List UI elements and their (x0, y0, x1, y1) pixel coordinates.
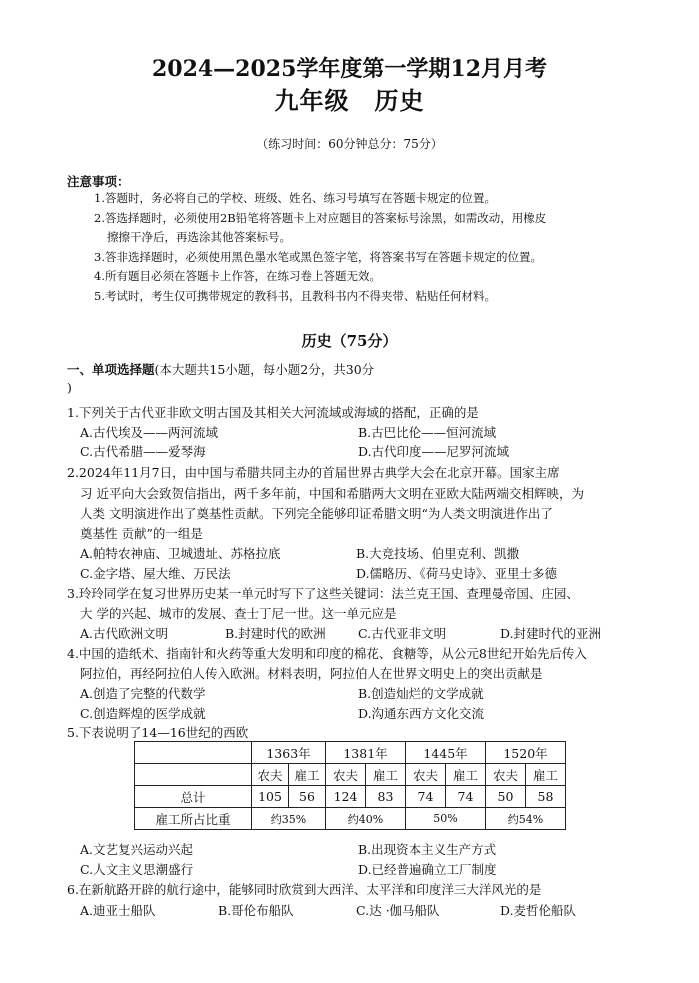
part-label: 一、单项选择题 (67, 362, 155, 377)
question-4-option-a: A.创造了完整的代数学 (80, 686, 206, 701)
table-cell: 56 (289, 786, 326, 808)
table-cell: 74 (406, 786, 446, 808)
table-subheader: 雇工 (446, 764, 486, 786)
notice-item: 3.答非选择题时，必须使用黑色墨水笔或黑色签字笔，将答案书写在答题卡规定的位置。 (94, 250, 542, 264)
question-6-option-b: B.哥伦布船队 (218, 903, 294, 918)
part-description: (本大题共15小题，每小题2分，共30分 (154, 362, 375, 377)
question-6-stem: 6.在新航路开辟的航行途中，能够同时欣赏到大西洋、太平洋和印度洋三大洋风光的是 (67, 882, 542, 897)
question-5-option-a: A.文艺复兴运动兴起 (80, 842, 194, 857)
data-table (134, 741, 566, 830)
question-2-option-a: A.帕特农神庙、卫城遗址、苏格拉底 (80, 546, 281, 561)
exam-info: （练习时间：60分钟总分：75分） (256, 137, 443, 151)
question-3-option-d: D.封建时代的亚洲 (500, 626, 602, 641)
table-header-year: 1445年 (406, 742, 486, 764)
question-2-line: 2.2024年11月7日，由中国与希腊共同主办的首届世界古典学大会在北京开幕。国家主席 (67, 465, 560, 480)
table-cell: 50% (406, 808, 486, 830)
table-subheader: 雇工 (526, 764, 566, 786)
notice-item: 4.所有题目必须在答题卡上作答，在练习卷上答题无效。 (94, 269, 381, 283)
table-row (135, 808, 566, 830)
table-subheader: 雇工 (366, 764, 406, 786)
table-cell: 74 (446, 786, 486, 808)
notice-heading: 注意事项： (67, 174, 130, 189)
question-2-option-c: C.金字塔、屋大维、万民法 (80, 566, 231, 581)
table-row (135, 764, 566, 786)
table-subheader: 农夫 (252, 764, 289, 786)
table-cell-empty (135, 742, 252, 764)
question-4-line: 4.中国的造纸术、指南针和火药等重大发明和印度的棉花、食糖等，从公元8世纪开始先后传入 (67, 646, 587, 661)
question-2-line: 人类 文明演进作出了奠基性贡献。下列完全能够印证希腊文明“为人类文明演进作出了 (80, 506, 553, 521)
table-cell: 约35% (252, 808, 326, 830)
question-4-option-b: B.创造灿烂的文学成就 (358, 686, 484, 701)
question-2-option-d: D.儒略历、《荷马史诗》、亚里士多德 (356, 566, 558, 581)
table-row-label: 雇工所占比重 (135, 808, 252, 830)
table-cell: 83 (366, 786, 406, 808)
part-heading (67, 360, 374, 378)
question-5-option-d: D.已经普遍确立工厂制度 (358, 862, 497, 877)
exam-subject: 九年级 历史 (274, 86, 425, 115)
table-row (135, 742, 566, 764)
question-1-stem: 1.下列关于古代亚非欧文明古国及其相关大河流域或海域的搭配，正确的是 (67, 405, 479, 420)
question-2-line: 奠基性 贡献”的一组是 (80, 526, 203, 541)
table-header-year: 1520年 (486, 742, 566, 764)
question-5-option-b: B.出现资本主义生产方式 (358, 842, 497, 857)
notice-item: 1.答题时，务必将自己的学校、班级、姓名、练习号填写在答题卡规定的位置。 (94, 191, 496, 205)
notice-item: 2.答选择题时，必须使用2B铅笔将答题卡上对应题目的答案标号涂黑，如需改动，用橡皮 (94, 211, 547, 225)
question-1-option-b: B.古巴比伦——恒河流域 (358, 425, 497, 440)
question-6-option-a: A.迪亚士船队 (80, 903, 156, 918)
question-6-option-d: D.麦哲伦船队 (500, 903, 577, 918)
question-1-option-a: A.古代埃及——两河流域 (80, 425, 219, 440)
table-cell: 58 (526, 786, 566, 808)
table-cell-empty (135, 764, 252, 786)
question-3-option-b: B.封建时代的欧洲 (225, 626, 326, 641)
table-row-label: 总计 (135, 786, 252, 808)
table-cell: 105 (252, 786, 289, 808)
notice-item: 5.考试时，考生仅可携带规定的教科书，且教科书内不得夹带、粘贴任何材料。 (94, 289, 496, 303)
question-6-option-c: C.达 ·伽马船队 (356, 903, 440, 918)
section-title: 历史（75分） (301, 332, 398, 350)
question-3-option-c: C.古代亚非文明 (358, 626, 447, 641)
question-4-line: 阿拉伯，再经阿拉伯人传入欧洲。材料表明，阿拉伯人在世界文明史上的突出贡献是 (80, 666, 543, 681)
question-4-option-c: C.创造辉煌的医学成就 (80, 706, 206, 721)
notice-item: 擦擦干净后，再选涂其他答案标号。 (107, 230, 291, 244)
question-5-stem: 5.下表说明了14—16世纪的西欧 (67, 725, 249, 740)
part-close-paren: ) (67, 380, 72, 395)
table-cell: 124 (326, 786, 366, 808)
question-3-line: 3.玲玲同学在复习世界历史某一单元时写下了这些关键词：法兰克王国、查理曼帝国、庄园、 (67, 586, 579, 601)
table-header-year: 1363年 (252, 742, 326, 764)
table-subheader: 农夫 (486, 764, 526, 786)
exam-title: 2024—2025学年度第一学期12月月考 (151, 56, 548, 82)
question-1-option-d: D.古代印度——尼罗河流域 (358, 444, 510, 459)
table-header-year: 1381年 (326, 742, 406, 764)
question-1-option-c: C.古代希腊——爱琴海 (80, 444, 206, 459)
table-row (135, 786, 566, 808)
question-4-option-d: D.沟通东西方文化交流 (358, 706, 485, 721)
question-2-line: 习 近平向大会致贺信指出，两千多年前，中国和希腊两大文明在亚欧大陆两端交相辉映，为 (80, 486, 584, 501)
question-2-option-b: B.大竞技场、伯里克利、凯撒 (356, 546, 520, 561)
table-subheader: 农夫 (326, 764, 366, 786)
question-5-option-c: C.人文主义思潮盛行 (80, 862, 194, 877)
table-cell: 约40% (326, 808, 406, 830)
table-subheader: 雇工 (289, 764, 326, 786)
table-subheader: 农夫 (406, 764, 446, 786)
question-3-option-a: A.古代欧洲文明 (80, 626, 169, 641)
table-cell: 50 (486, 786, 526, 808)
question-3-line: 大 学的兴起、城市的发展、查士丁尼一世。这一单元应是 (80, 606, 397, 621)
table-cell: 约54% (486, 808, 566, 830)
